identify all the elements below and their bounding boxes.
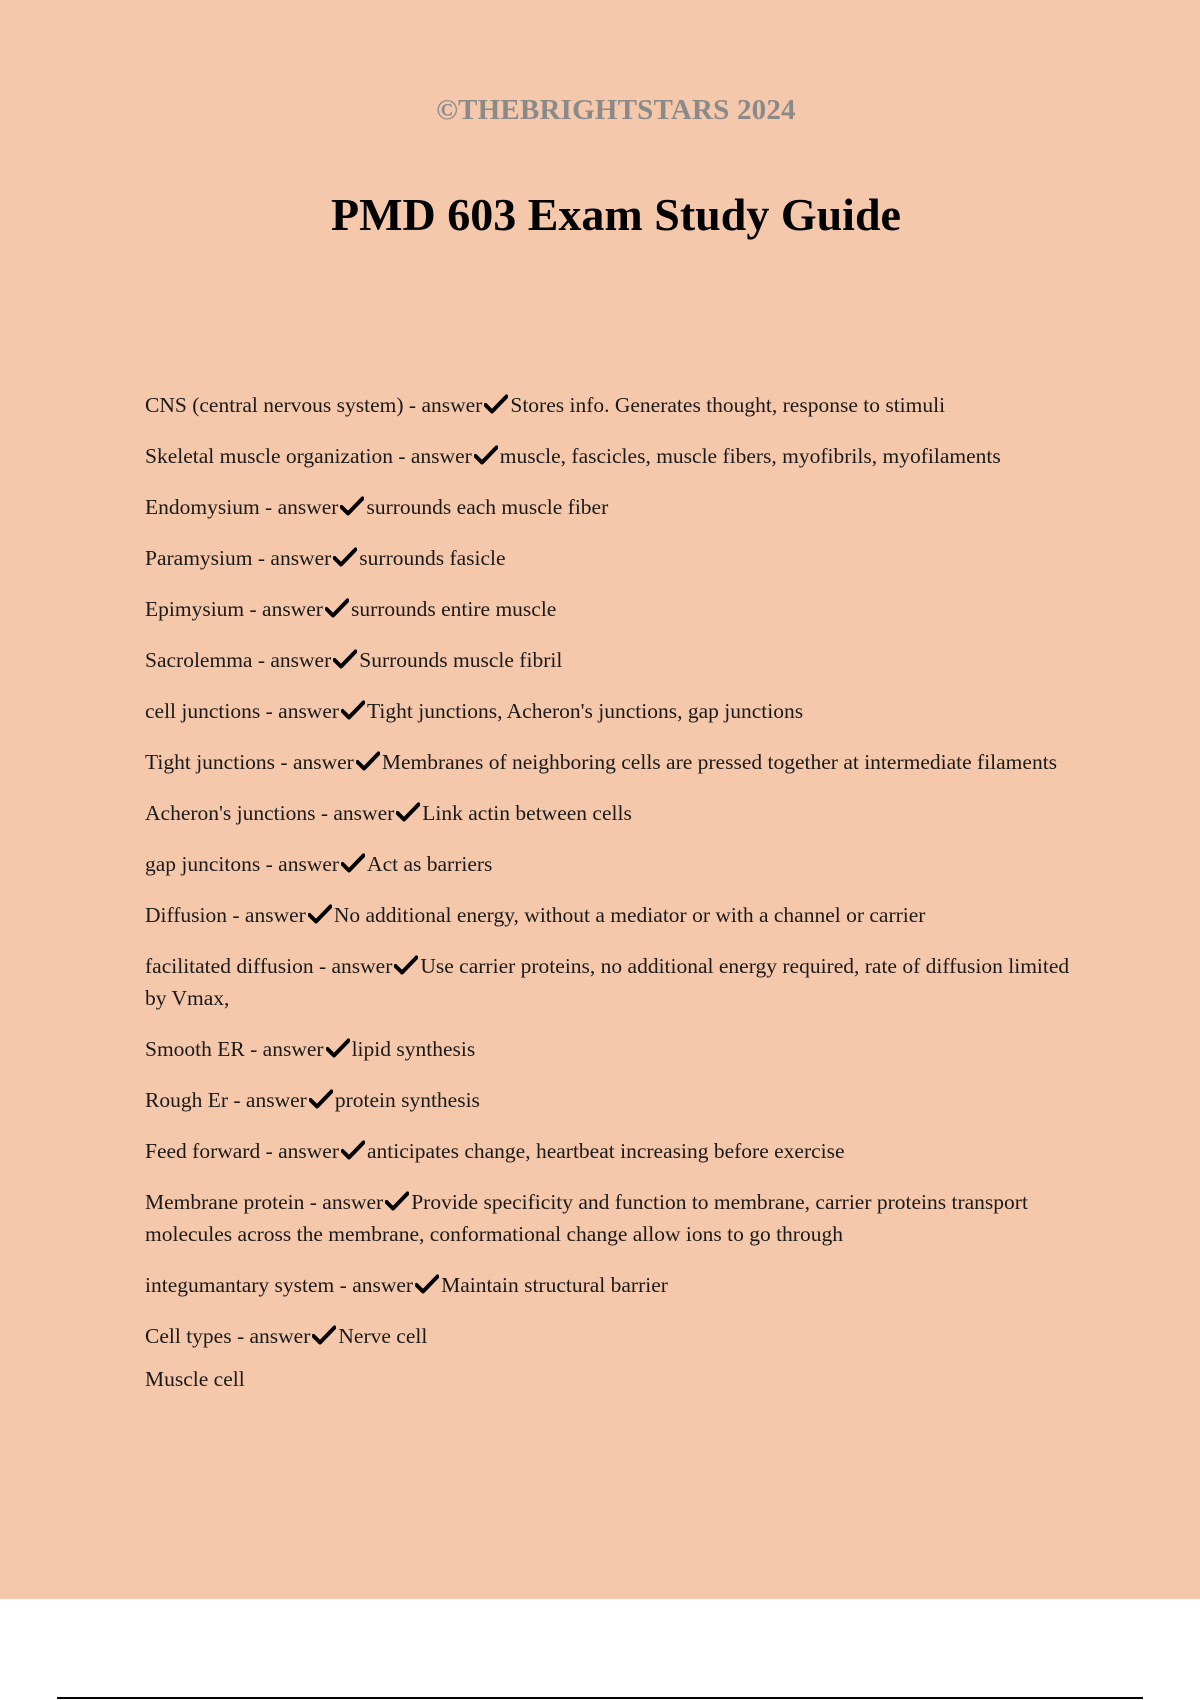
entry-term: Paramysium - answer xyxy=(145,546,332,570)
copyright-watermark: ©THEBRIGHTSTARS 2024 xyxy=(436,94,796,126)
qa-entry-3 xyxy=(145,491,1085,523)
checkmark-icon xyxy=(325,598,349,618)
entry-answer: Tight junctions, Acheron's junctions, gap junctions xyxy=(367,699,804,723)
checkmark-icon xyxy=(385,1191,409,1211)
entry-answer: Nerve cell xyxy=(338,1324,428,1348)
entry-term: Membrane protein - answer xyxy=(145,1190,384,1214)
qa-entry-5 xyxy=(145,593,1085,625)
entry-answer: surrounds entire muscle xyxy=(350,597,557,621)
checkmark-icon xyxy=(333,547,357,567)
entry-term: cell junctions - answer xyxy=(145,699,340,723)
qa-entry-18 xyxy=(145,1320,1085,1352)
qa-entry-10 xyxy=(145,848,1085,880)
entry-answer: anticipates change, heartbeat increasing before exercise xyxy=(367,1139,845,1163)
entry-answer: No additional energy, without a mediator or with a channel or carrier xyxy=(333,903,926,927)
checkmark-icon xyxy=(333,649,357,669)
checkmark-icon xyxy=(356,751,380,771)
entry-term: Cell types - answer xyxy=(145,1324,311,1348)
entry-answer: protein synthesis xyxy=(334,1088,480,1112)
page-title: PMD 603 Exam Study Guide xyxy=(331,189,901,240)
entry-term: integumantary system - answer xyxy=(145,1273,414,1297)
entry-answer: lipid synthesis xyxy=(351,1037,476,1061)
entry-term: Diffusion - answer xyxy=(145,903,306,927)
qa-entry-15 xyxy=(145,1135,1085,1167)
entry-term: Acheron's junctions - answer xyxy=(145,801,395,825)
checkmark-icon xyxy=(396,802,420,822)
footer-divider xyxy=(57,1697,1143,1699)
qa-entry-8 xyxy=(145,746,1085,778)
checkmark-icon xyxy=(415,1274,439,1294)
checkmark-icon xyxy=(341,1140,365,1160)
qa-entry-1 xyxy=(145,389,1085,421)
entry-term: Smooth ER - answer xyxy=(145,1037,324,1061)
checkmark-icon xyxy=(484,394,508,414)
qa-entry-9 xyxy=(145,797,1085,829)
checkmark-icon xyxy=(341,700,365,720)
entry-answer: surrounds fasicle xyxy=(359,546,506,570)
qa-entry-12 xyxy=(145,950,1085,1014)
qa-entry-4 xyxy=(145,542,1085,574)
entry-answer: Act as barriers xyxy=(367,852,493,876)
entry-answer: surrounds each muscle fiber xyxy=(366,495,609,519)
entry-term: facilitated diffusion - answer xyxy=(145,954,393,978)
entry-answer: Maintain structural barrier xyxy=(441,1273,668,1297)
qa-entry-17 xyxy=(145,1269,1085,1301)
qa-entry-7 xyxy=(145,695,1085,727)
qa-entry-11 xyxy=(145,899,1085,931)
entry-answer: Use carrier proteins, no additional energy required, rate of diffusion limited by Vmax, xyxy=(145,954,1070,1010)
entry-term: Rough Er - answer xyxy=(145,1088,307,1112)
qa-entry-13 xyxy=(145,1033,1085,1065)
entry-answer: Provide specificity and function to membrane, carrier proteins transport molecules across the membrane, conformational change allow ions to go through xyxy=(145,1190,1028,1246)
entry-answer: muscle, fascicles, muscle fibers, myofibrils, myofilaments xyxy=(499,444,1001,468)
checkmark-icon xyxy=(340,496,364,516)
checkmark-icon xyxy=(312,1325,336,1345)
qa-list xyxy=(145,389,1085,1414)
entry-term: Epimysium - answer xyxy=(145,597,323,621)
checkmark-icon xyxy=(394,955,418,975)
qa-entry-6 xyxy=(145,644,1085,676)
qa-entry-2 xyxy=(145,440,1085,472)
qa-entry-continuation: Muscle cell xyxy=(145,1367,245,1391)
entry-term: Sacrolemma - answer xyxy=(145,648,332,672)
entry-term: CNS (central nervous system) - answer xyxy=(145,393,483,417)
entry-term: Tight junctions - answer xyxy=(145,750,354,774)
checkmark-icon xyxy=(341,853,365,873)
checkmark-icon xyxy=(309,1089,333,1109)
entry-answer: Surrounds muscle fibril xyxy=(359,648,563,672)
entry-term: gap juncitons - answer xyxy=(145,852,340,876)
qa-entry-14 xyxy=(145,1084,1085,1116)
entry-answer: Stores info. Generates thought, response to stimuli xyxy=(510,393,946,417)
entry-term: Endomysium - answer xyxy=(145,495,339,519)
checkmark-icon xyxy=(308,904,332,924)
entry-answer: Membranes of neighboring cells are pressed together at intermediate filaments xyxy=(381,750,1058,774)
entry-term: Feed forward - answer xyxy=(145,1139,340,1163)
qa-entry-16 xyxy=(145,1186,1085,1250)
entry-answer: Link actin between cells xyxy=(422,801,632,825)
entry-term: Skeletal muscle organization - answer xyxy=(145,444,472,468)
checkmark-icon xyxy=(474,445,498,465)
checkmark-icon xyxy=(326,1038,350,1058)
